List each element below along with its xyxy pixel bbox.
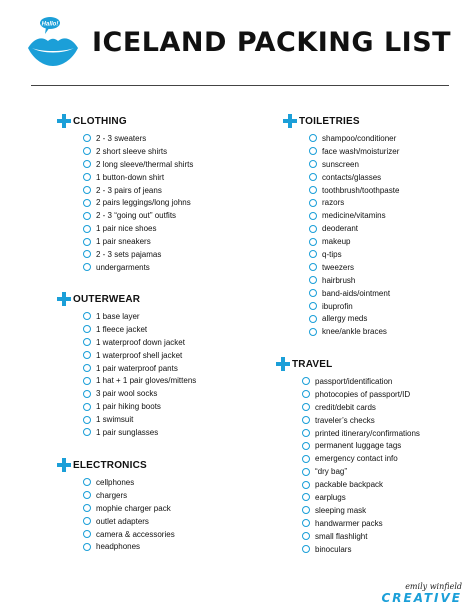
checklist-item[interactable] (309, 196, 399, 209)
checkbox-circle-icon[interactable] (83, 186, 91, 194)
checkbox-circle-icon[interactable] (309, 160, 317, 168)
lips-icon (24, 14, 82, 72)
checklist-item[interactable] (309, 132, 399, 145)
checklist-item-label: 2 pairs leggings/long johns (96, 198, 191, 208)
checklist-item[interactable] (302, 530, 420, 543)
plus-icon (283, 114, 297, 128)
checkbox-circle-icon[interactable] (83, 263, 91, 271)
checkbox-circle-icon[interactable] (83, 530, 91, 538)
checkbox-circle-icon[interactable] (83, 199, 91, 207)
checkbox-circle-icon[interactable] (309, 302, 317, 310)
checklist-item[interactable] (83, 502, 175, 515)
checklist-item[interactable] (302, 465, 420, 478)
checkbox-circle-icon[interactable] (83, 173, 91, 181)
checklist-item-label: 2 - 3 pairs of jeans (96, 185, 162, 195)
checklist-item-label: tweezers (322, 262, 355, 272)
checklist-item-label: 1 hat + 1 pair gloves/mittens (96, 376, 197, 386)
checklist-item[interactable] (309, 222, 399, 235)
checklist-item[interactable] (309, 261, 399, 274)
checklist-item[interactable] (302, 375, 420, 388)
checklist-item[interactable] (83, 310, 196, 323)
checklist-item-label: 1 pair waterproof pants (96, 363, 178, 373)
checklist-item[interactable] (83, 489, 175, 502)
checklist-item[interactable] (83, 261, 193, 274)
section-header (57, 113, 193, 129)
checklist-item[interactable] (83, 209, 193, 222)
checklist (57, 132, 193, 274)
checklist-item[interactable] (309, 209, 399, 222)
checklist-item-label: sunscreen (322, 159, 359, 169)
checklist-item-label: chargers (96, 490, 128, 500)
credit-wordmark: CREATIVE (381, 591, 462, 605)
checklist-item-label: shampoo/conditioner (322, 133, 397, 143)
checkbox-circle-icon[interactable] (83, 160, 91, 168)
checklist-item[interactable] (302, 388, 420, 401)
checklist-item-label: ibuprofin (322, 301, 353, 311)
section-clothing (57, 113, 193, 274)
checkbox-circle-icon[interactable] (302, 377, 310, 385)
section-header (276, 356, 420, 372)
checkbox-circle-icon[interactable] (83, 517, 91, 525)
checklist-item[interactable] (302, 401, 420, 414)
checkbox-circle-icon[interactable] (83, 478, 91, 486)
checklist-item-label: handwarmer packs (315, 518, 383, 528)
checklist-item[interactable] (83, 171, 193, 184)
section-title: TRAVEL (292, 358, 333, 370)
section-header (57, 457, 175, 473)
checkbox-circle-icon[interactable] (302, 403, 310, 411)
checklist-item-label: binoculars (315, 544, 352, 554)
checkbox-circle-icon[interactable] (302, 442, 310, 450)
checkbox-circle-icon[interactable] (309, 212, 317, 220)
checkbox-circle-icon[interactable] (309, 250, 317, 258)
checkbox-circle-icon[interactable] (302, 481, 310, 489)
checkbox-circle-icon[interactable] (83, 225, 91, 233)
section-outerwear (57, 291, 196, 439)
checklist-item-label: 1 base layer (96, 311, 140, 321)
checklist-item-label: knee/ankle braces (322, 327, 387, 337)
checklist-item[interactable] (83, 235, 193, 248)
checkbox-circle-icon[interactable] (302, 468, 310, 476)
section-electronics (57, 457, 175, 553)
checkbox-circle-icon[interactable] (302, 519, 310, 527)
checklist-item-label: band-aids/ointment (322, 288, 391, 298)
checkbox-circle-icon[interactable] (83, 377, 91, 385)
checklist-item[interactable] (309, 274, 399, 287)
checklist-item-label: medicine/vitamins (322, 211, 386, 221)
checklist (276, 375, 420, 555)
checklist-item-label: 1 pair nice shoes (96, 224, 157, 234)
checkbox-circle-icon[interactable] (83, 351, 91, 359)
checklist-item-label: passport/identification (315, 376, 393, 386)
checkbox-circle-icon[interactable] (309, 173, 317, 181)
section-header (283, 113, 399, 129)
section-header (57, 291, 196, 307)
checklist-item[interactable] (302, 452, 420, 465)
checklist-item[interactable] (309, 300, 399, 313)
lips-logo (24, 14, 82, 72)
checklist-item-label: small flashlight (315, 531, 368, 541)
checkbox-circle-icon[interactable] (83, 364, 91, 372)
section-title: TOILETRIES (299, 115, 360, 127)
checklist-item-label: 1 pair hiking boots (96, 402, 161, 412)
checkbox-circle-icon[interactable] (309, 315, 317, 323)
title-divider (31, 85, 449, 86)
checklist-item[interactable] (83, 528, 175, 541)
checklist-item-label: emergency contact info (315, 454, 398, 464)
checklist-item[interactable] (302, 491, 420, 504)
checklist-item[interactable] (83, 387, 196, 400)
checklist-item[interactable] (83, 323, 196, 336)
checklist-item-label: cellphones (96, 477, 135, 487)
speech-bubble-text: Hallo! (41, 21, 59, 28)
checklist-item-label: hairbrush (322, 275, 356, 285)
checklist-item[interactable] (309, 312, 399, 325)
checklist-item[interactable] (309, 145, 399, 158)
checkbox-circle-icon[interactable] (309, 328, 317, 336)
checklist-item-label: printed itinerary/confirmations (315, 428, 420, 438)
checklist-item[interactable] (309, 248, 399, 261)
checklist-item[interactable] (83, 222, 193, 235)
checklist-item-label: toothbrush/toothpaste (322, 185, 400, 195)
checklist-item[interactable] (83, 145, 193, 158)
checklist-item-label: 1 waterproof shell jacket (96, 350, 183, 360)
checklist-item-label: deoderant (322, 224, 359, 234)
checklist-item-label: 1 fleece jacket (96, 324, 148, 334)
section-travel (276, 356, 420, 555)
plus-icon (57, 292, 71, 306)
credit-logo (381, 582, 462, 605)
checkbox-circle-icon[interactable] (83, 338, 91, 346)
checkbox-circle-icon[interactable] (309, 238, 317, 246)
checklist-item[interactable] (83, 196, 193, 209)
checkbox-circle-icon[interactable] (83, 543, 91, 551)
checkbox-circle-icon[interactable] (302, 455, 310, 463)
checkbox-circle-icon[interactable] (309, 199, 317, 207)
checklist-item-label: headphones (96, 542, 141, 552)
checklist-item-label: earplugs (315, 492, 346, 502)
credit-name: emily winfield (405, 582, 462, 591)
checklist-item-label: packable backpack (315, 480, 384, 490)
checkbox-circle-icon[interactable] (309, 276, 317, 284)
checklist-item[interactable] (302, 517, 420, 530)
checklist-item-label: 1 pair sunglasses (96, 427, 159, 437)
checklist-item[interactable] (309, 287, 399, 300)
section-toiletries (283, 113, 399, 338)
checklist-item[interactable] (83, 374, 196, 387)
checklist-item-label: permanent luggage tags (315, 441, 402, 451)
checklist-item[interactable] (83, 158, 193, 171)
checkbox-circle-icon[interactable] (83, 390, 91, 398)
checklist-item-label: allergy meds (322, 314, 368, 324)
checklist-item-label: “dry bag” (315, 467, 348, 477)
checklist-item-label: 2 long sleeve/thermal shirts (96, 159, 194, 169)
checklist (283, 132, 399, 338)
checkbox-circle-icon[interactable] (309, 147, 317, 155)
checkbox-circle-icon[interactable] (309, 225, 317, 233)
checkbox-circle-icon[interactable] (302, 493, 310, 501)
checklist-item-label: 1 waterproof down jacket (96, 337, 185, 347)
checklist-item-label: 1 swimsuit (96, 415, 134, 425)
checklist-item-label: q-tips (322, 249, 342, 259)
plus-icon (57, 114, 71, 128)
checkbox-circle-icon[interactable] (302, 429, 310, 437)
checkbox-circle-icon[interactable] (83, 238, 91, 246)
checklist-item-label: razors (322, 198, 345, 208)
checkbox-circle-icon[interactable] (302, 416, 310, 424)
checklist-item-label: 3 pair wool socks (96, 389, 158, 399)
checklist-item-label: credit/debit cards (315, 402, 376, 412)
checklist-item-label: 2 - 3 “going out” outfits (96, 211, 177, 221)
checklist-item-label: 2 - 3 sets pajamas (96, 249, 162, 259)
checklist-item[interactable] (83, 248, 193, 261)
checkbox-circle-icon[interactable] (83, 250, 91, 258)
checklist-item[interactable] (309, 184, 399, 197)
plus-icon (57, 458, 71, 472)
checkbox-circle-icon[interactable] (83, 325, 91, 333)
checkbox-circle-icon[interactable] (302, 506, 310, 514)
checkbox-circle-icon[interactable] (309, 134, 317, 142)
checklist-item-label: traveler’s checks (315, 415, 375, 425)
checklist-item-label: mophie charger pack (96, 503, 171, 513)
checklist-item[interactable] (309, 158, 399, 171)
checklist (57, 476, 175, 553)
checklist-item[interactable] (83, 476, 175, 489)
checkbox-circle-icon[interactable] (83, 134, 91, 142)
checklist-item[interactable] (83, 515, 175, 528)
checklist-item[interactable] (83, 349, 196, 362)
checklist-item[interactable] (309, 325, 399, 338)
checklist-item[interactable] (302, 439, 420, 452)
page-title: ICELAND PACKING LIST (92, 27, 452, 58)
checklist (57, 310, 196, 439)
checklist-item-label: contacts/glasses (322, 172, 382, 182)
checklist-item-label: 1 button-down shirt (96, 172, 165, 182)
checkbox-circle-icon[interactable] (302, 545, 310, 553)
section-title: ELECTRONICS (73, 459, 147, 471)
checkbox-circle-icon[interactable] (309, 289, 317, 297)
checkbox-circle-icon[interactable] (302, 390, 310, 398)
checklist-item[interactable] (302, 504, 420, 517)
checkbox-circle-icon[interactable] (309, 263, 317, 271)
checklist-item-label: 2 short sleeve shirts (96, 146, 168, 156)
checklist-item[interactable] (309, 171, 399, 184)
checklist-item-label: makeup (322, 237, 351, 247)
checkbox-circle-icon[interactable] (83, 491, 91, 499)
section-title: CLOTHING (73, 115, 127, 127)
checklist-item[interactable] (83, 132, 193, 145)
checklist-item[interactable] (302, 414, 420, 427)
checklist-item[interactable] (302, 478, 420, 491)
checkbox-circle-icon[interactable] (83, 428, 91, 436)
checklist-item[interactable] (83, 413, 196, 426)
checklist-item-label: photocopies of passport/ID (315, 389, 411, 399)
checkbox-circle-icon[interactable] (83, 403, 91, 411)
checklist-item[interactable] (83, 540, 175, 553)
checklist-item[interactable] (302, 543, 420, 556)
checklist-item-label: 1 pair sneakers (96, 237, 151, 247)
checklist-item-label: undergarments (96, 262, 150, 272)
checklist-item-label: 2 - 3 sweaters (96, 133, 147, 143)
checklist-item-label: face wash/moisturizer (322, 146, 400, 156)
checklist-item[interactable] (83, 400, 196, 413)
checklist-item-label: sleeping mask (315, 505, 367, 515)
checklist-item[interactable] (309, 235, 399, 248)
checklist-item[interactable] (83, 184, 193, 197)
checkbox-circle-icon[interactable] (309, 186, 317, 194)
checklist-item[interactable] (83, 336, 196, 349)
checkbox-circle-icon[interactable] (83, 416, 91, 424)
checklist-item[interactable] (83, 426, 196, 439)
checklist-item-label: outlet adapters (96, 516, 149, 526)
section-title: OUTERWEAR (73, 293, 141, 305)
checklist-item[interactable] (83, 362, 196, 375)
checklist-item[interactable] (302, 427, 420, 440)
checkbox-circle-icon[interactable] (302, 532, 310, 540)
checkbox-circle-icon[interactable] (83, 312, 91, 320)
checklist-item-label: camera & accessories (96, 529, 175, 539)
checkbox-circle-icon[interactable] (83, 212, 91, 220)
checkbox-circle-icon[interactable] (83, 147, 91, 155)
plus-icon (276, 357, 290, 371)
checkbox-circle-icon[interactable] (83, 504, 91, 512)
